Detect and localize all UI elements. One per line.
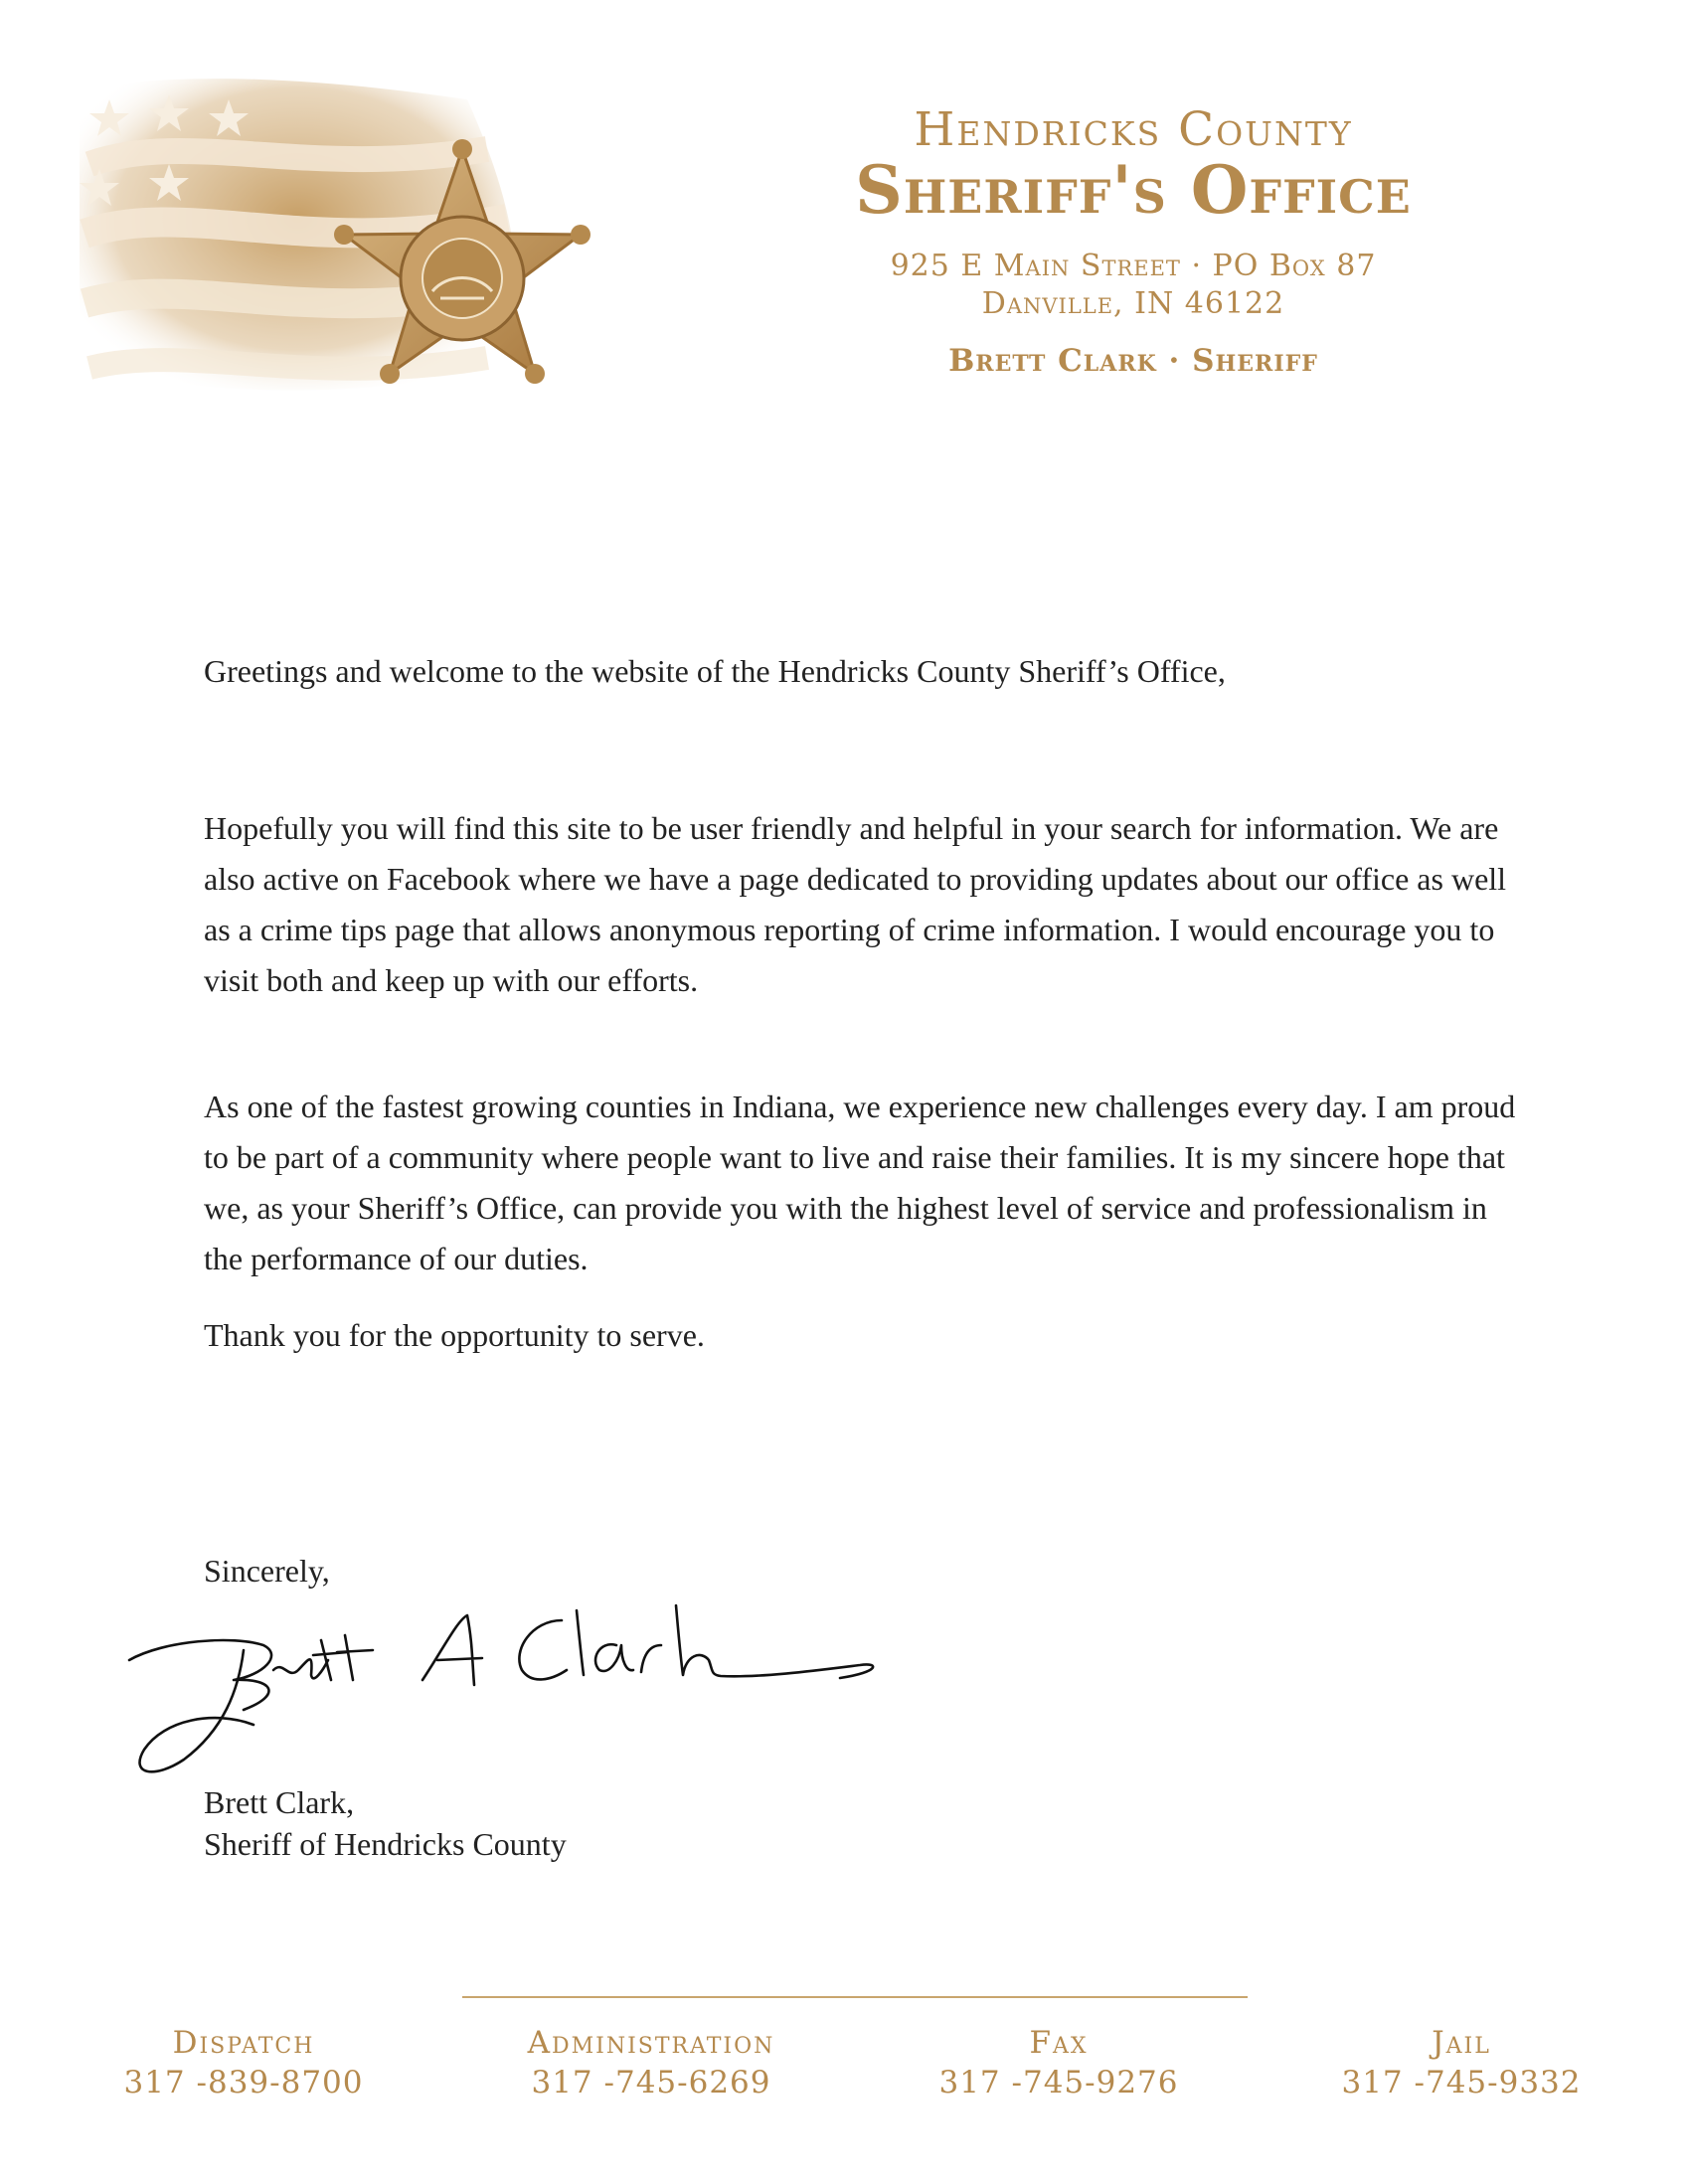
- letterhead-address-line2: Danville, IN 46122: [981, 286, 1285, 321]
- contact-phone: 317 -745-6269: [531, 2065, 771, 2100]
- signer-name: Brett Clark,: [204, 1784, 355, 1820]
- contact-phone: 317 -745-9276: [938, 2065, 1179, 2100]
- contact-label: Fax: [1029, 2025, 1089, 2061]
- contact-label: Administration: [527, 2025, 775, 2061]
- letterhead-office-title: Sheriff's Office: [855, 151, 1412, 229]
- letter-greeting: Greetings and welcome to the website of the Hendricks County Sheriff’s Office,: [204, 653, 1226, 689]
- contact-label: Jail: [1432, 2025, 1491, 2061]
- contact-jail: [1312, 2024, 1610, 2103]
- contact-dispatch: [99, 2024, 388, 2103]
- letter-paragraph-2: As one of the fastest growing counties in Indiana, we experience new challenges every day. I am proud to be part of a community where people want to live and raise their families. It is my sincere hope that we, as your Sheriff’s Office, can provide you with the highest level of service and professionalism in the performance of our duties.: [204, 1089, 1516, 1276]
- letterhead-address-line1: 925 E Main Street · PO Box 87: [890, 249, 1377, 283]
- signer-title: Sheriff of Hendricks County: [204, 1826, 567, 1862]
- letter-paragraph-1: Hopefully you will find this site to be user friendly and helpful in your search for information. We are also active on Facebook where we have a page dedicated to providing updates about our office as well as a crime tips page that allows anonymous reporting of crime information. I would encourage you to visit both and keep up with our efforts.: [204, 810, 1507, 998]
- letter-closing: Sincerely,: [204, 1553, 330, 1589]
- contact-administration: [467, 2024, 835, 2103]
- letterhead-county: Hendricks County: [914, 102, 1353, 157]
- sheriff-badge-emblem: [70, 70, 626, 427]
- contact-phone: 317 -839-8700: [123, 2065, 364, 2100]
- footer-divider: [462, 1996, 1248, 1998]
- letter-thanks: Thank you for the opportunity to serve.: [204, 1317, 705, 1353]
- letterhead-sheriff-name: Brett Clark · Sheriff: [948, 343, 1318, 379]
- contact-phone: 317 -745-9332: [1341, 2065, 1582, 2100]
- handwritten-signature: [124, 1600, 900, 1799]
- contact-fax: [915, 2024, 1203, 2103]
- contact-label: Dispatch: [172, 2025, 315, 2061]
